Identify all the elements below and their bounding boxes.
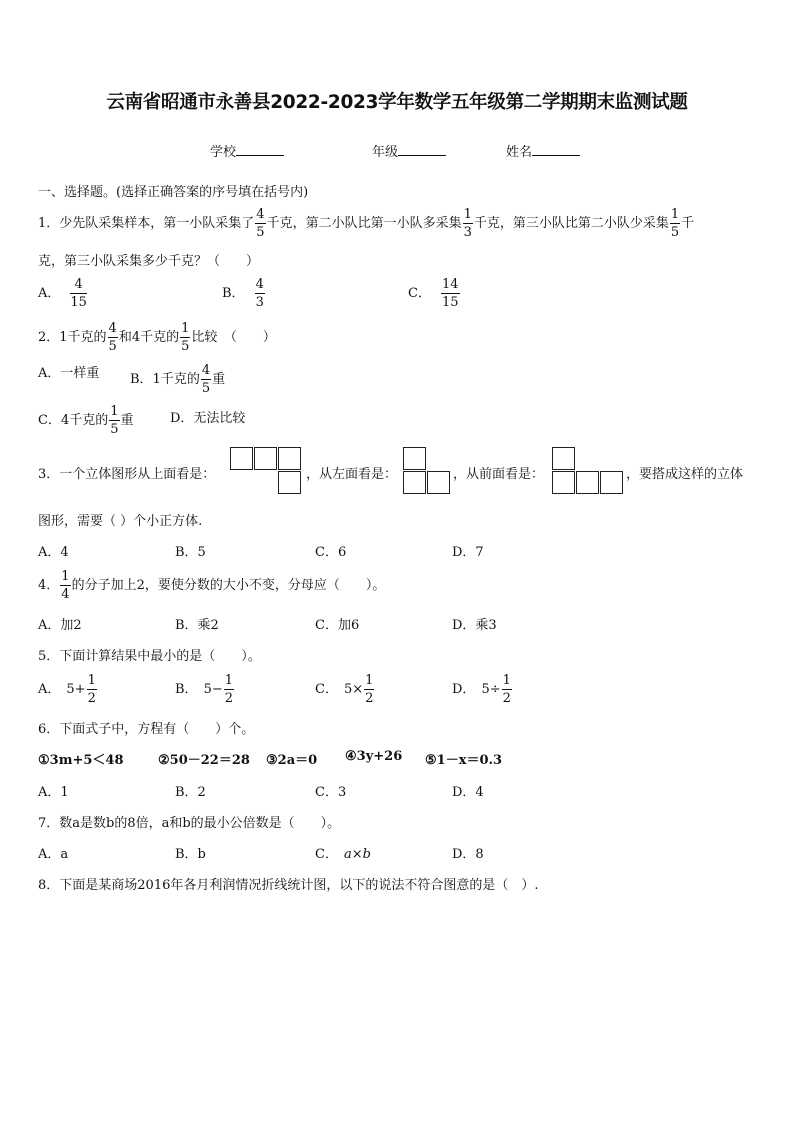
fraction: $\frac{1}{5}$: [670, 207, 680, 240]
question-4: 4． $\frac{1}{4}$ 的分子加上2，要使分数的大小不变，分母应（ ）。: [38, 569, 386, 602]
q1-option-a[interactable]: A． $\frac{4}{15}$: [38, 277, 87, 310]
q3-text-line2: 图形，需要（ ）个小正方体.: [38, 514, 203, 529]
q6-option-a[interactable]: A．1: [38, 785, 69, 800]
grade-field[interactable]: [372, 141, 446, 160]
name-label: 姓名: [506, 145, 533, 160]
fraction: $\frac{4}{5}$: [256, 207, 265, 240]
q2-option-d[interactable]: D．无法比较: [170, 411, 246, 426]
q7-option-a[interactable]: A．a: [38, 847, 69, 862]
q4-option-b[interactable]: B．乘2: [175, 618, 219, 633]
q3-option-d[interactable]: D．7: [452, 545, 484, 560]
question-5: 5．下面计算结果中最小的是（ ）。: [38, 649, 261, 664]
school-label: 学校: [210, 145, 237, 160]
equation-item-3: ③2a＝0: [266, 753, 318, 768]
q5-option-c[interactable]: C． 5× $\frac{1}{2}$: [315, 673, 374, 706]
equation-item-5: ⑤1－x＝0.3: [425, 753, 503, 768]
q3-text-2: ，从左面看是：: [306, 467, 398, 482]
page-title: 云南省昭通市永善县2022-2023学年数学五年级第二学期期末监测试题: [106, 92, 688, 113]
question-2: 2．1千克的 $\frac{4}{5}$ 和4千克的 $\frac{1}{5}$ 比较 （ ）: [38, 321, 276, 354]
equation-item-2: ②50－22＝28: [158, 753, 250, 768]
grade-blank[interactable]: [398, 143, 446, 156]
fraction: $\frac{1}{3}$: [463, 207, 472, 240]
q2-option-b[interactable]: B．1千克的 $\frac{4}{5}$ 重: [130, 363, 226, 396]
q6-option-b[interactable]: B．2: [175, 785, 206, 800]
question-8: 8．下面是某商场2016年各月利润情况折线统计图，以下的说法不符合图意的是（ ）.: [38, 878, 539, 893]
grade-label: 年级: [372, 145, 399, 160]
equation-item-1: ①3m+5＜48: [38, 753, 124, 768]
q7-option-c[interactable]: C． a×b: [315, 847, 371, 862]
q4-option-d[interactable]: D．乘3: [452, 618, 497, 633]
q3-option-b[interactable]: B．5: [175, 545, 206, 560]
q1-option-b[interactable]: B． $\frac{4}{3}$: [222, 277, 264, 310]
q5-option-b[interactable]: B． 5− $\frac{1}{2}$: [175, 673, 234, 706]
q7-option-d[interactable]: D．8: [452, 847, 484, 862]
question-7: 7．数a是数b的8倍，a和b的最小公倍数是（ ）。: [38, 816, 341, 831]
q3-option-a[interactable]: A．4: [38, 545, 69, 560]
section-heading: 一、选择题。(选择正确答案的序号填在括号内): [38, 185, 309, 200]
equation-item-4: ④3y+26: [345, 749, 403, 764]
q2-option-c[interactable]: C．4千克的 $\frac{1}{5}$ 重: [38, 404, 134, 437]
q6-option-c[interactable]: C．3: [315, 785, 347, 800]
q7-option-b[interactable]: B．b: [175, 847, 206, 862]
q4-option-c[interactable]: C．加6: [315, 618, 360, 633]
q3-text-3: ，从前面看是：: [453, 467, 545, 482]
school-field[interactable]: [210, 141, 284, 160]
q3-text-1: 3．一个立体图形从上面看是：: [38, 467, 216, 482]
name-blank[interactable]: [532, 143, 580, 156]
question-1-line1: 1．少先队采集样本，第一小队采集了 $\frac{4}{5}$ 千克，第二小队比第一小队多采集 $\frac{1}{3}$ 千克，第三小队比第二小队少采集 $\frac{1}{5}$ 千: [38, 207, 695, 240]
q5-option-a[interactable]: A． 5+ $\frac{1}{2}$: [38, 673, 96, 706]
q5-option-d[interactable]: D． 5÷ $\frac{1}{2}$: [452, 673, 511, 706]
q1-option-c[interactable]: C． $\frac{14}{15}$: [408, 277, 459, 310]
q3-text-4: ，要搭成这样的立体: [626, 467, 744, 482]
school-blank[interactable]: [236, 143, 284, 156]
question-1-line2: 克，第三小队采集多少千克？（ ）: [38, 254, 260, 269]
q3-option-c[interactable]: C．6: [315, 545, 347, 560]
q2-option-a[interactable]: A．一样重: [38, 366, 100, 381]
q4-option-a[interactable]: A．加2: [38, 618, 82, 633]
name-field[interactable]: [506, 141, 580, 160]
question-6: 6．下面式子中，方程有（ ）个。: [38, 722, 255, 737]
q6-option-d[interactable]: D．4: [452, 785, 484, 800]
